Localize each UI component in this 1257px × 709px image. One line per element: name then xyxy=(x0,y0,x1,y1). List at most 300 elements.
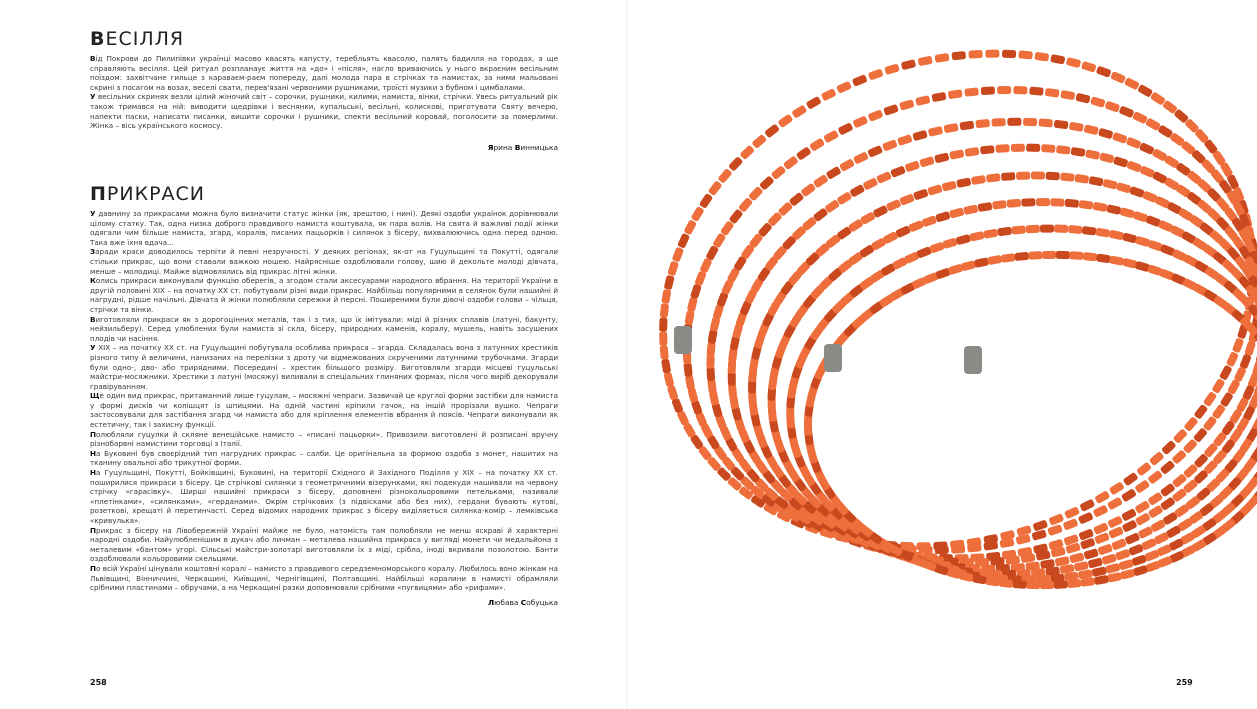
coral-bead xyxy=(1016,171,1030,179)
coral-bead xyxy=(1042,251,1056,259)
coral-bead xyxy=(839,158,855,172)
coral-bead xyxy=(813,174,829,188)
jewelry-paragraph-initial: П xyxy=(90,563,97,573)
coral-bead xyxy=(1212,404,1227,420)
silver-clasp xyxy=(964,346,982,374)
coral-bead xyxy=(1131,554,1147,566)
coral-bead xyxy=(1007,199,1022,208)
coral-bead xyxy=(931,92,946,103)
coral-bead xyxy=(1122,258,1137,269)
jewelry-paragraph xyxy=(90,209,558,247)
coral-bead xyxy=(1098,128,1114,140)
coral-bead xyxy=(1054,224,1068,232)
coral-bead xyxy=(1083,548,1099,560)
coral-bead xyxy=(1078,512,1094,525)
coral-bead xyxy=(796,146,812,160)
coral-bead xyxy=(980,145,995,154)
right-page xyxy=(628,0,1257,709)
jewelry-paragraph-initial: У xyxy=(90,209,96,218)
coral-bead xyxy=(706,354,714,368)
coral-bead xyxy=(1007,118,1021,126)
coral-bead xyxy=(1126,160,1142,172)
coral-bead xyxy=(764,123,780,138)
coral-bead xyxy=(1083,124,1098,135)
coral-bead xyxy=(949,207,965,218)
coral-bead xyxy=(997,227,1012,237)
coral-bead xyxy=(1134,500,1150,514)
coral-bead xyxy=(1226,351,1239,367)
coral-bead xyxy=(971,175,986,185)
coral-bead xyxy=(918,56,933,67)
coral-bead xyxy=(1023,118,1037,127)
coral-bead xyxy=(1133,565,1149,577)
silver-clasp xyxy=(674,326,692,354)
coral-bead xyxy=(1139,142,1155,155)
coral-bead xyxy=(1193,404,1208,420)
coral-bead xyxy=(948,264,964,276)
coral-bead xyxy=(951,545,965,554)
jewelry-title xyxy=(90,182,558,206)
coral-bead xyxy=(729,209,744,225)
coral-bead xyxy=(1126,137,1142,150)
coral-bead xyxy=(1121,488,1137,502)
coral-necklace-photo xyxy=(628,0,1257,709)
coral-bead xyxy=(683,362,692,377)
coral-bead xyxy=(1102,179,1117,190)
coral-bead xyxy=(699,193,714,209)
coral-bead xyxy=(706,367,715,381)
coral-bead xyxy=(975,119,990,128)
coral-bead xyxy=(1083,252,1098,261)
coral-bead xyxy=(1028,251,1042,260)
jewelry-author-initial2: С xyxy=(520,597,527,607)
jewelry-paragraph-initial: У xyxy=(90,343,96,353)
coral-bead xyxy=(660,303,670,318)
coral-bead xyxy=(1122,232,1138,243)
coral-bead xyxy=(1015,534,1030,545)
coral-bead xyxy=(1026,144,1040,152)
coral-bead xyxy=(1107,497,1123,511)
coral-bead xyxy=(1137,526,1153,539)
coral-bead xyxy=(1016,525,1032,537)
coral-bead xyxy=(1147,492,1163,506)
coral-bead xyxy=(771,165,787,180)
coral-bead xyxy=(1124,77,1140,90)
coral-bead xyxy=(1069,251,1083,260)
coral-bead xyxy=(1134,479,1150,493)
jewelry-paragraph xyxy=(90,315,558,344)
coral-bead xyxy=(1021,198,1035,207)
coral-bead xyxy=(992,200,1007,210)
coral-bead xyxy=(949,149,964,160)
coral-bead xyxy=(995,144,1009,153)
coral-bead xyxy=(739,145,755,160)
coral-bead xyxy=(661,289,671,304)
jewelry-paragraph xyxy=(90,343,558,391)
coral-bead xyxy=(1183,416,1198,432)
coral-bead xyxy=(707,379,717,394)
coral-bead xyxy=(1193,427,1208,443)
coral-bead xyxy=(1053,580,1067,589)
coral-bead xyxy=(1056,145,1071,155)
coral-bead xyxy=(1112,132,1128,144)
coral-bead xyxy=(1038,118,1053,127)
coral-bead xyxy=(1026,225,1040,234)
coral-bead xyxy=(826,166,842,180)
coral-bead xyxy=(935,546,949,554)
coral-bead xyxy=(667,385,679,401)
coral-bead xyxy=(997,86,1011,94)
coral-bead xyxy=(899,193,915,206)
coral-bead xyxy=(867,145,883,158)
coral-bead xyxy=(929,242,945,254)
jewelry-paragraph-initial: К xyxy=(90,276,96,286)
coral-bead xyxy=(977,202,992,212)
coral-bead xyxy=(1148,505,1164,519)
coral-bead xyxy=(852,115,868,128)
coral-bead xyxy=(1113,156,1129,168)
coral-bead xyxy=(836,191,852,205)
wedding-text xyxy=(90,54,558,131)
coral-bead xyxy=(690,284,702,300)
coral-bead xyxy=(886,199,902,212)
jewelry-text xyxy=(90,209,558,593)
coral-bead xyxy=(1085,149,1100,160)
coral-bead xyxy=(783,155,799,170)
wedding-title-rest: ЕСІЛЛЯ xyxy=(105,28,185,50)
coral-bead xyxy=(1132,111,1148,124)
coral-bead xyxy=(1012,580,1026,589)
coral-bead xyxy=(981,86,995,95)
coral-bead xyxy=(1040,581,1054,589)
coral-bead xyxy=(899,99,915,111)
coral-bead xyxy=(961,260,977,271)
coral-bead xyxy=(921,215,937,227)
jewelry-author-initial1: Л xyxy=(488,597,495,607)
coral-bead xyxy=(1096,253,1111,263)
coral-bead xyxy=(1107,515,1123,528)
coral-bead xyxy=(684,310,694,325)
coral-bead xyxy=(1160,460,1176,475)
jewelry-paragraph-text: давнину за прикрасами можна було визначити статус жінки (як, зрештою, і нині). Деякі оздоби українок дорівнювали цілому статку. Так, одна низка доброго правдивого намиста коштувала, як пара волів. На свята й важливі події жінки одягали чим більше намиста, згард, коралів, писаних пацьорків і силянок з бісеру, вихвалюючись одна перед одною. Така вже їхня вдача... xyxy=(90,209,558,247)
coral-bead xyxy=(789,192,805,207)
coral-bead xyxy=(1150,91,1166,105)
jewelry-paragraph-text: иготовляли прикраси як з дорогоцінних металів, так і з тих, що їх імітували: міді й різних сплавів (латуні, бакунту, нейзильберу). Серед улюблених були намиста зі скла, бісеру, природних каменів, коралу, мушель, навіть засушених плодів чи насіння. xyxy=(90,314,558,343)
coral-bead xyxy=(1071,147,1086,157)
coral-bead xyxy=(853,151,869,164)
coral-bead xyxy=(928,126,943,137)
wedding-title-initial: В xyxy=(90,28,106,50)
coral-bead xyxy=(1203,416,1218,432)
coral-bead xyxy=(1111,538,1127,551)
coral-bead xyxy=(1136,462,1152,477)
coral-bead xyxy=(1121,508,1137,522)
jewelry-title-rest: РИКРАСИ xyxy=(106,183,206,205)
coral-bead xyxy=(1088,557,1104,568)
coral-bead xyxy=(1092,504,1108,517)
jewelry-paragraph-initial: З xyxy=(90,247,96,257)
wedding-author-part1: рина xyxy=(493,142,515,152)
coral-bead xyxy=(948,89,963,99)
jewelry-paragraph-text: XIX – на початку XX ст. на Гуцульщині побутувала особлива прикраса – згарда. Складалась вона з латунних хрестиків різного типу й величини, нанизаних на перелізки з дроту чи відмежованих скрученими латунними трубочками. Згарди були одно-, дво- або трирядними. Посередині – хрестик більшого розміру. Виготовляли згарди місцеві гуцульські майстри-мосяжники. Хрестики з латуні (мосяжу) виливали в спеціальних глиняних формах, після чого виріб декорували гравіруванням. xyxy=(90,343,558,391)
jewelry-author xyxy=(90,598,558,607)
coral-bead xyxy=(1232,337,1245,353)
coral-bead xyxy=(837,122,853,135)
coral-bead xyxy=(908,220,924,233)
coral-bead xyxy=(991,118,1005,127)
coral-bead xyxy=(667,261,679,277)
jewelry-paragraph-initial: В xyxy=(90,314,96,324)
coral-bead xyxy=(964,147,979,157)
coral-bead xyxy=(974,257,989,268)
coral-bead xyxy=(1106,204,1121,215)
jewelry-paragraph-text: олюбляли гуцулки й скляне венеційське намисто – «писані пацьорки». Привозили виготовлені й розписані вручну різнобарвні намистини торговці з Італії. xyxy=(90,429,558,449)
coral-bead xyxy=(897,134,913,146)
coral-bead xyxy=(1066,57,1082,68)
coral-bead xyxy=(1054,120,1069,130)
coral-bead xyxy=(694,271,707,287)
coral-bead xyxy=(1011,225,1026,234)
coral-bead xyxy=(913,188,929,200)
coral-bead xyxy=(919,156,935,168)
coral-bead xyxy=(1048,513,1064,526)
coral-bead xyxy=(912,130,928,141)
coral-bead xyxy=(1094,490,1110,504)
coral-bead xyxy=(1108,526,1124,539)
coral-bead xyxy=(1060,90,1075,100)
coral-bead xyxy=(672,247,685,263)
jewelry-author-part2: обуцька xyxy=(526,597,558,607)
coral-bead xyxy=(1031,171,1045,179)
coral-bead xyxy=(1064,506,1080,519)
coral-bead xyxy=(1090,96,1106,108)
coral-bead xyxy=(821,88,837,101)
coral-bead xyxy=(1079,499,1095,512)
coral-bead xyxy=(1031,529,1047,541)
coral-bead xyxy=(1040,225,1054,233)
coral-bead xyxy=(849,184,865,198)
jewelry-paragraph-initial: П xyxy=(90,525,97,535)
coral-bead xyxy=(659,317,668,331)
coral-bead xyxy=(1050,198,1064,207)
wedding-author-initial2: В xyxy=(514,142,521,152)
coral-bead xyxy=(883,104,899,116)
coral-bead xyxy=(1014,252,1029,261)
coral-bead xyxy=(852,74,868,87)
coral-bead xyxy=(1109,255,1124,265)
coral-bead xyxy=(1060,172,1075,181)
coral-bead xyxy=(1036,198,1050,206)
coral-bead xyxy=(935,211,951,223)
coral-bead xyxy=(1104,101,1120,113)
coral-bead xyxy=(964,87,979,96)
coral-bead xyxy=(1135,512,1151,526)
jewelry-paragraph-initial: Щ xyxy=(90,391,100,401)
coral-bead xyxy=(968,50,982,59)
jewelry-paragraph-text: рикрас з бісеру на Лівобережній Україні майже не було, натомість там полюбляли не менш яскраві й характерні народні оздоби. Найулюбленішим в дукач або личман – металева нашийна прикраса у вигляді монети чи медальйона з металевим «бантом» угорі. Сільські майстри-золотарі виготовляли їх з міді, срібла, іноді вкривали позолотою. Банти оздоблювали кольоровими скельцями. xyxy=(90,525,558,564)
jewelry-paragraph-initial: П xyxy=(90,429,97,439)
coral-bead xyxy=(687,297,698,313)
wedding-author-initial1: Я xyxy=(487,142,494,152)
jewelry-paragraph xyxy=(90,449,558,468)
jewelry-paragraph-text: аради краси доводилось терпіти й певні незручності. У деяких регіонах, як-от на Гуцульщині та Покутті, одягали стільки прикрас, що вони ставали важкою ношею. Найрясніше оздоблювали голову, шию й декольте молоді дівчата, менше – молодиці. Майже відмовлялись від прикрас літні жінки. xyxy=(90,247,558,276)
coral-bead xyxy=(717,168,732,184)
coral-bead xyxy=(934,53,949,63)
coral-bead xyxy=(1118,559,1134,571)
wedding-title xyxy=(90,27,558,51)
coral-bead xyxy=(1220,391,1234,407)
coral-bead xyxy=(809,138,825,152)
coral-bead xyxy=(751,134,767,149)
page-number-right: 259 xyxy=(1176,678,1193,687)
wedding-paragraph-text: весільних скринях везли цілий жіночий світ – сорочки, рушники, килими, намиста, вінки, стрічки. Увесь ритуальний рік також тримався на ній: виводити щедрівки і веснянки, купальські, весільні, колискові, приготувати Святу вечерю, напекти паски, написати писанки, вишити сорочки і рушники, спекти весільний коровай, поголосити за померлими. Жінка – вісь українського космосу. xyxy=(90,92,558,131)
wedding-paragraph xyxy=(90,92,558,130)
coral-bead xyxy=(1002,50,1016,59)
coral-bead xyxy=(956,177,971,188)
coral-bead xyxy=(720,220,735,236)
coral-bead xyxy=(777,114,793,129)
wedding-paragraph-text: ід Покрови до Пилипівки українці масово квасять капусту, теребльять квасолю, палять бадилля на городах, а ще справляють весілля. Цей ритуал розпланаує життя на «до» і «після», нагло вриваючись у нього вкраєним весільним поїздом: захвітчане гильце з караваєм-раєм попереду, далі молода пара в стрічках та намистах, за ними мальовані скрині з посагом на возах, веселі свати, перев'язані червоними рушниками, троїсті музики з бубном і цимбалами. xyxy=(90,54,558,92)
coral-bead xyxy=(1018,50,1033,59)
coral-bead xyxy=(1109,230,1124,241)
coral-bead xyxy=(1026,581,1040,589)
jewelry-paragraph xyxy=(90,247,558,276)
jewelry-paragraph xyxy=(90,430,558,449)
coral-bead xyxy=(1219,365,1233,381)
jewelry-paragraph-initial: Н xyxy=(90,468,97,478)
jewelry-author-part1: юбава xyxy=(494,597,521,607)
coral-bead xyxy=(1147,470,1163,485)
coral-bead xyxy=(1133,211,1149,223)
jewelry-section xyxy=(90,182,558,607)
jewelry-paragraph xyxy=(90,391,558,429)
coral-bead xyxy=(1171,449,1187,464)
coral-bead xyxy=(806,96,822,110)
coral-bead xyxy=(1109,481,1125,495)
coral-bead xyxy=(904,160,920,172)
coral-bead xyxy=(967,543,982,552)
coral-bead xyxy=(1161,440,1177,455)
coral-bead xyxy=(712,232,726,248)
wedding-author-part2: инницька xyxy=(520,142,558,152)
wedding-author xyxy=(90,143,558,152)
coral-bead xyxy=(1047,524,1063,536)
coral-bead xyxy=(927,184,943,196)
coral-bead xyxy=(708,180,723,196)
coral-bead xyxy=(800,183,816,198)
jewelry-paragraph-text: о всій Україні цінували коштовні коралі – намисто з правдивого середземноморського коралу. Любилось воно жінкам на Львівщині, Вінниччині, Черкащині, Київщині, Чернігівщині, Полтавщині. Найбільші коралини в намисті обрамляли срібними пластинами – обручами, а на Черкащині разки доповнювали срібними «пугвицями» або «рифами». xyxy=(90,563,558,593)
coral-bead xyxy=(987,255,1002,265)
coral-bead xyxy=(882,139,898,151)
coral-bead xyxy=(986,173,1001,183)
coral-bead xyxy=(1129,186,1145,198)
coral-bead xyxy=(1050,54,1065,65)
coral-bead xyxy=(664,275,675,291)
coral-bead xyxy=(1081,61,1097,73)
coral-bead xyxy=(959,121,974,131)
coral-bead xyxy=(1110,71,1126,84)
coral-bead xyxy=(934,152,949,163)
jewelry-paragraph xyxy=(90,276,558,314)
coral-bead xyxy=(1088,176,1103,187)
coral-bead xyxy=(691,206,705,222)
coral-bead xyxy=(1034,52,1049,62)
coral-bead xyxy=(1032,519,1048,531)
coral-bead xyxy=(1013,86,1027,94)
coral-bead xyxy=(728,156,743,172)
jewelry-paragraph-initial: Н xyxy=(90,448,97,458)
coral-bead xyxy=(836,81,852,94)
coral-bead xyxy=(1105,563,1121,574)
coral-bead xyxy=(1101,553,1117,565)
coral-bead xyxy=(1063,518,1079,531)
coral-bead xyxy=(1149,451,1165,466)
jewelry-paragraph-text: а Буковині був своєрідний тип нагрудних прикрас – салби. Це оригінальна за формою оздоба з монет, нашитих на тканину овальної або трикутної форми. xyxy=(90,448,558,468)
coral-bead xyxy=(663,372,674,387)
coral-bead xyxy=(1124,532,1140,545)
coral-bead xyxy=(1116,182,1132,194)
coral-bead xyxy=(683,219,697,235)
coral-bead xyxy=(1045,88,1060,98)
coral-bead xyxy=(983,229,998,239)
coral-bead xyxy=(868,109,884,122)
coral-bead xyxy=(1099,152,1115,163)
coral-bead xyxy=(1069,552,1085,563)
coral-bead xyxy=(748,186,764,202)
coral-bead xyxy=(1068,225,1083,234)
coral-bead xyxy=(1075,93,1090,104)
coral-bead xyxy=(1128,544,1144,557)
coral-bead xyxy=(1069,122,1084,132)
coral-bead xyxy=(1045,172,1059,181)
coral-bead xyxy=(823,130,839,144)
coral-bead xyxy=(890,165,906,178)
coral-bead xyxy=(1119,105,1135,118)
coral-bead xyxy=(1123,472,1139,487)
coral-bead xyxy=(951,51,966,60)
coral-bead xyxy=(941,181,957,192)
coral-bead xyxy=(1041,144,1056,153)
coral-bead xyxy=(872,205,888,218)
coral-bead xyxy=(659,332,667,346)
coral-bead xyxy=(969,231,984,242)
coral-bead xyxy=(1064,199,1079,208)
coral-bead xyxy=(1137,84,1153,98)
coral-bead xyxy=(999,579,1014,588)
coral-bead xyxy=(876,171,892,184)
jewelry-paragraph xyxy=(90,564,558,593)
coral-bead xyxy=(1056,251,1070,259)
coral-bead xyxy=(1239,354,1252,370)
coral-bead xyxy=(1120,569,1136,580)
jewelry-paragraph xyxy=(90,526,558,564)
coral-bead xyxy=(956,234,972,245)
coral-bead xyxy=(791,104,807,118)
coral-bead xyxy=(1115,549,1131,561)
coral-bead xyxy=(1079,200,1094,210)
coral-bead xyxy=(1211,378,1225,394)
coral-bead xyxy=(1107,572,1122,583)
coral-bead xyxy=(1074,174,1089,184)
jewelry-paragraph-text: а Гуцульщині, Покутті, Бойківщині, Буковині, на території Східного й Західного Поділля у XIX – на початку XX ст. поширилися прикраси з бісеру. Це стрічкові силянки з геометричними візерунками, які подекуди нашивали на червону стрічку «гарасівку». Ширші нашийні прикраси з бісеру, доповнені різнокольоровими петельками, називали «плетінками», «силянками», «герданами». Окрім стрічкових (з підвісками або без них), гердани бувають кутові, розеткові, хрещаті й перетинчасті. Серед відомих народних прикрас з бісеру виділяється силянка-комір – лемківська «кривулька». xyxy=(90,468,558,525)
wedding-paragraph-initial: В xyxy=(90,54,96,63)
coral-bead xyxy=(1001,253,1016,263)
coral-bead xyxy=(1067,579,1082,588)
coral-bead xyxy=(671,398,684,414)
jewelry-title-initial: П xyxy=(90,183,107,205)
wedding-paragraph-initial: У xyxy=(90,92,96,102)
coral-bead xyxy=(677,233,690,249)
